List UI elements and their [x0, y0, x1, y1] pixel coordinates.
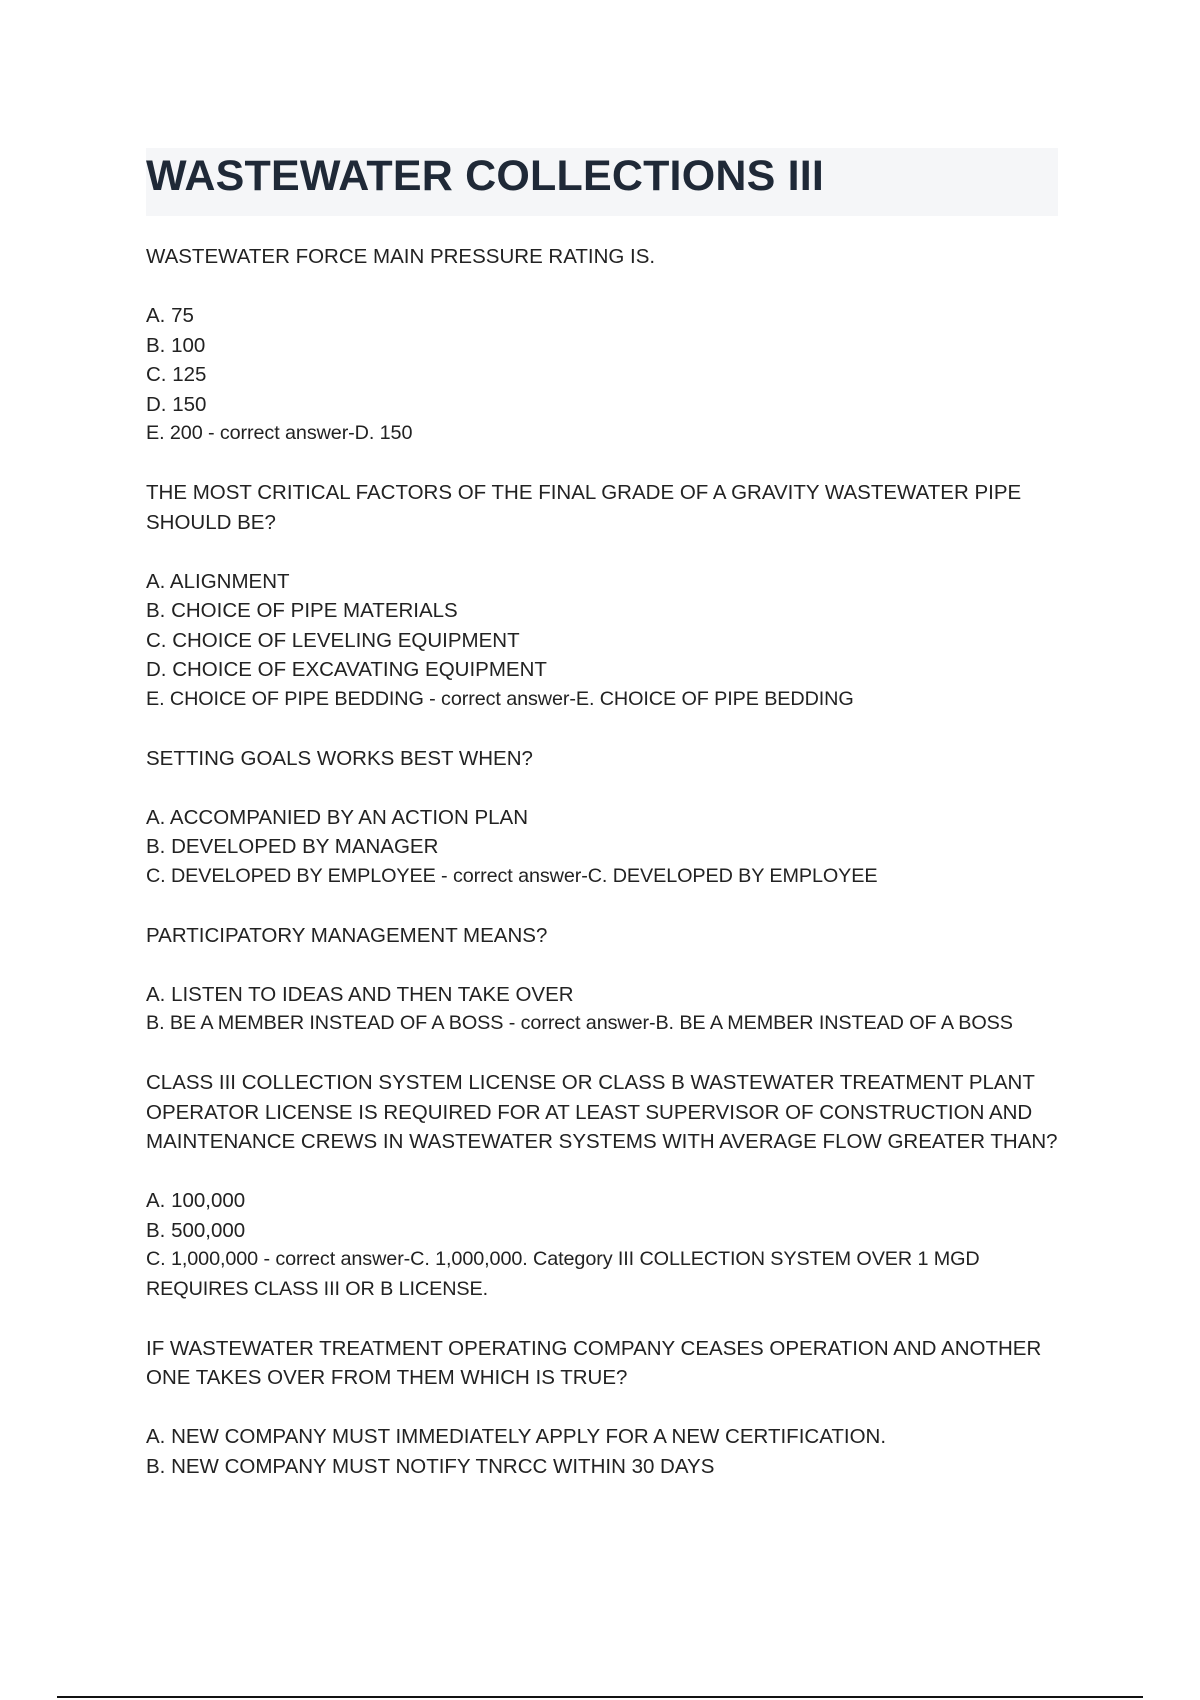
answer-option: D. CHOICE OF EXCAVATING EQUIPMENT	[146, 658, 547, 681]
correct-answer-line: E. 200 - correct answer-D. 150	[146, 422, 413, 444]
question-text: IF WASTEWATER TREATMENT OPERATING COMPANY CEASES OPERATION AND ANOTHER ONE TAKES OVER FROM THEM WHICH IS TRUE?	[146, 1336, 1047, 1389]
question-text: WASTEWATER FORCE MAIN PRESSURE RATING IS.	[146, 245, 656, 268]
answer-option: B. CHOICE OF PIPE MATERIALS	[146, 599, 458, 622]
answer-option: D. 150	[146, 392, 207, 416]
correct-answer-line: E. CHOICE OF PIPE BEDDING - correct answer-E. CHOICE OF PIPE BEDDING	[146, 687, 854, 710]
footer-divider	[57, 1696, 1143, 1698]
question-block	[146, 242, 1058, 449]
answer-option: B. DEVELOPED BY MANAGER	[146, 835, 439, 858]
answer-option: C. 125	[146, 363, 207, 386]
question-text: SETTING GOALS WORKS BEST WHEN?	[146, 746, 533, 770]
document-title: WASTEWATER COLLECTIONS III	[146, 152, 825, 200]
answer-option: A. 75	[146, 304, 194, 327]
answer-option: A. 100,000	[146, 1189, 246, 1212]
question-text: PARTICIPATORY MANAGEMENT MEANS?	[146, 923, 548, 947]
answer-option: A. LISTEN TO IDEAS AND THEN TAKE OVER	[146, 982, 574, 1006]
correct-answer-line: B. BE A MEMBER INSTEAD OF A BOSS - correct answer-B. BE A MEMBER INSTEAD OF A BOSS	[146, 1012, 1013, 1034]
answer-option: A. NEW COMPANY MUST IMMEDIATELY APPLY FOR A NEW CERTIFICATION.	[146, 1425, 887, 1448]
answer-option: B. 100	[146, 333, 206, 357]
correct-answer-line: C. 1,000,000 - correct answer-C. 1,000,000. Category III COLLECTION SYSTEM OVER 1 MGD REQUIRES CLASS III OR B LICENSE.	[146, 1248, 986, 1300]
question-block	[146, 1334, 1058, 1482]
question-text: THE MOST CRITICAL FACTORS OF THE FINAL GRADE OF A GRAVITY WASTEWATER PIPE SHOULD BE?	[146, 481, 1027, 534]
question-block	[146, 1068, 1058, 1304]
answer-option: B. NEW COMPANY MUST NOTIFY TNRCC WITHIN 30 DAYS	[146, 1454, 715, 1478]
answer-option: A. ACCOMPANIED BY AN ACTION PLAN	[146, 805, 529, 829]
question-block	[146, 744, 1058, 892]
question-text: CLASS III COLLECTION SYSTEM LICENSE OR CLASS B WASTEWATER TREATMENT PLANT OPERATOR LICENSE IS REQUIRED FOR AT LEAST SUPERVISOR OF CONSTRUCTION AND MAINTENANCE CREWS IN WASTEWATER SYSTEMS WITH AVERAGE FLOW GREATER THAN?	[146, 1071, 1058, 1153]
answer-option: A. ALIGNMENT	[146, 569, 290, 593]
correct-answer-line: C. DEVELOPED BY EMPLOYEE - correct answer-C. DEVELOPED BY EMPLOYEE	[146, 864, 878, 887]
question-list	[146, 242, 1058, 1511]
answer-option: B. 500,000	[146, 1218, 246, 1242]
question-block	[146, 921, 1058, 1039]
answer-option: C. CHOICE OF LEVELING EQUIPMENT	[146, 628, 520, 652]
question-block	[146, 478, 1058, 714]
